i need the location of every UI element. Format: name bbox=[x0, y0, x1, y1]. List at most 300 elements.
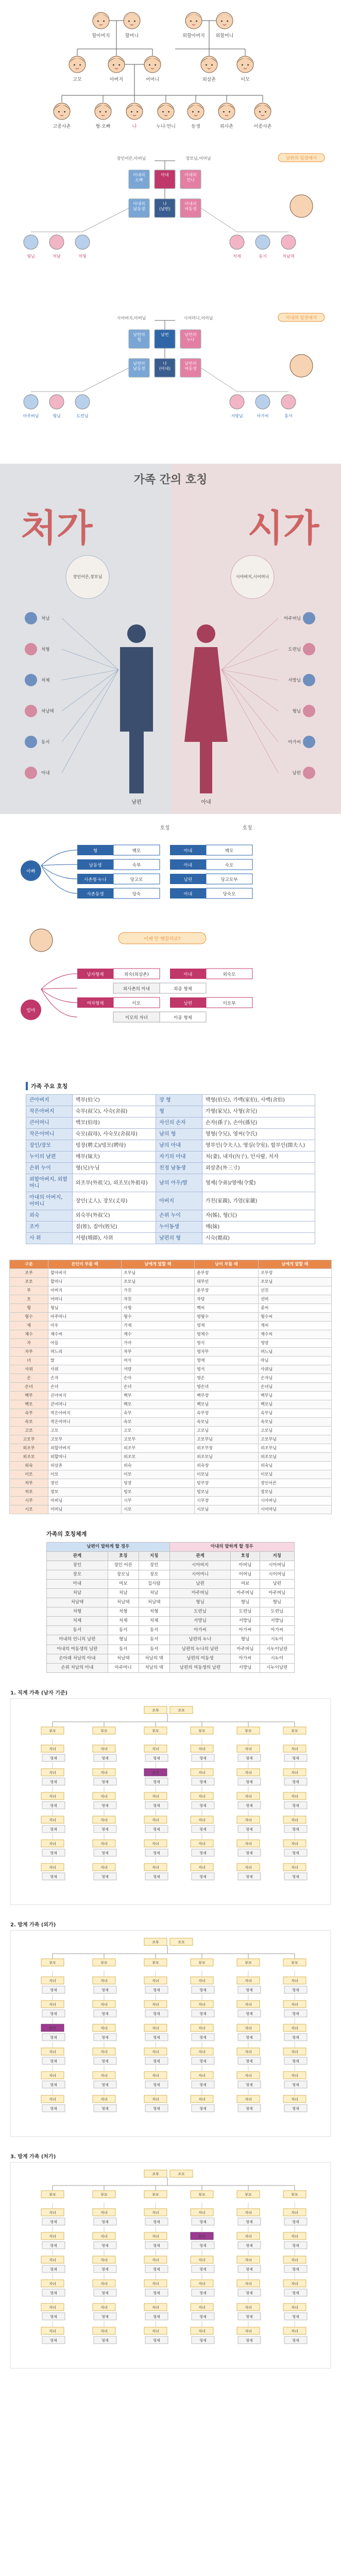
tree-box-text: 자녀 bbox=[198, 2281, 206, 2286]
honorifics-cell: 영손 bbox=[195, 1374, 259, 1383]
major-titles-cell: 처(妻), 내자(內子), 안사람, 처자 bbox=[202, 1151, 315, 1163]
tree-box-text: 자녀 bbox=[152, 2097, 159, 2102]
system-cell: 처제 bbox=[139, 1617, 169, 1626]
honorifics-cell: 외할머니 bbox=[48, 1453, 122, 1462]
major-titles-row bbox=[26, 1129, 315, 1140]
system-cell: 아내 bbox=[47, 1580, 108, 1589]
tree-box-text: 형제 bbox=[199, 2314, 207, 2319]
honorifics-cell: 춘부장 bbox=[195, 1286, 259, 1295]
parent-lineage-svg bbox=[0, 814, 341, 1072]
honorifics-cell: 숙부 bbox=[122, 1409, 195, 1418]
left-kin-icon bbox=[25, 674, 37, 686]
tree-box-text: 자녀 bbox=[152, 1747, 159, 1751]
major-titles-cell: 형(兄)누님 bbox=[72, 1163, 156, 1174]
major-titles-cell: 손자(孫子), 손아(孫兒) bbox=[202, 1117, 315, 1129]
tree-box-text: 형제 bbox=[101, 1874, 109, 1879]
tree-box-text: 자녀 bbox=[198, 1818, 206, 1822]
face-eye bbox=[168, 111, 169, 113]
tree-box-text: 형제 bbox=[50, 2011, 57, 2016]
honorifics-row bbox=[10, 1295, 332, 1304]
system-cell: 여보 bbox=[231, 1580, 260, 1589]
honorifics-row bbox=[10, 1479, 332, 1488]
tree-box-text: 형제 bbox=[50, 1851, 57, 1855]
honorifics-cell: 대부인 bbox=[195, 1278, 259, 1286]
face-skin bbox=[124, 12, 140, 29]
system-cell: 처남댁 bbox=[139, 1598, 169, 1607]
tree-box-text: 부모 bbox=[152, 1728, 159, 1733]
tree-box-text: 자녀 bbox=[198, 1770, 206, 1775]
kin-box-text: 남동생 bbox=[133, 207, 145, 211]
honorifics-row bbox=[10, 1304, 332, 1313]
tree-box-text: 부모 bbox=[152, 2192, 159, 2197]
system-cell: 어머님 bbox=[231, 1570, 260, 1580]
face-label: 외사촌 bbox=[219, 124, 234, 129]
system-row bbox=[47, 1607, 295, 1617]
tree-box-text: 형제 bbox=[101, 2011, 109, 2016]
system-subhead-cell: 지칭 bbox=[139, 1552, 169, 1561]
title-system-heading: 가족의 호칭체계 bbox=[46, 1531, 87, 1537]
face-skin bbox=[216, 12, 233, 29]
face-label: 아버지 bbox=[109, 77, 124, 82]
system-cell: 처제 bbox=[47, 1617, 108, 1626]
honorifics-cell: 중씨 bbox=[258, 1304, 331, 1313]
tree-box-text: 자녀 bbox=[49, 1794, 56, 1799]
honorifics-cell: 시부 bbox=[10, 1497, 48, 1505]
system-cell: 처제 bbox=[108, 1617, 139, 1626]
face-skin bbox=[126, 103, 143, 120]
system-cell: 시어머님 bbox=[260, 1570, 294, 1580]
tree-box-text: 형제 bbox=[246, 2082, 253, 2087]
mother-row-spouse-text: 아내 bbox=[183, 972, 193, 977]
honorifics-cell: 할머니 bbox=[48, 1278, 122, 1286]
tree-box-text: 부모 bbox=[198, 1728, 206, 1733]
tree-box-text: 형제 bbox=[153, 2219, 160, 2224]
face-eye bbox=[97, 21, 99, 22]
system-cell: 처형 bbox=[139, 1607, 169, 1617]
honorifics-cell: 조모 bbox=[10, 1278, 48, 1286]
right-kin-label: 서방님 bbox=[288, 678, 301, 683]
perspective-tag bbox=[278, 313, 325, 321]
face-label: 할머니 bbox=[125, 33, 139, 39]
system-cell: 처형 bbox=[47, 1607, 108, 1617]
kin-box-text: 언니 bbox=[186, 178, 195, 182]
tree-box-text: 형제 bbox=[153, 1780, 160, 1784]
face-label: 이종사촌 bbox=[253, 124, 272, 129]
tree-box-text: 자녀 bbox=[100, 2002, 108, 2007]
honorifics-row bbox=[10, 1321, 332, 1330]
tree-box-text: 자녀 bbox=[245, 1747, 252, 1751]
tree-box-text: 자녀 bbox=[291, 2258, 298, 2262]
tree-box-text: 자녀 bbox=[245, 1865, 252, 1870]
tree-box-text: 자녀 bbox=[49, 1747, 56, 1751]
honorifics-cell: 백부님 bbox=[258, 1392, 331, 1400]
kin-box-text: 누나 bbox=[186, 337, 195, 342]
perspective-tag bbox=[278, 154, 325, 162]
right-kin-label: 아주버님 bbox=[284, 616, 301, 621]
family-tree-faces bbox=[0, 0, 341, 144]
mother-row-note-text: 외사촌의 아내 bbox=[123, 987, 150, 992]
tree-box-text: 부모 bbox=[49, 1960, 56, 1965]
honorifics-cell: 형님 bbox=[48, 1304, 122, 1313]
system-cell: 아가씨 bbox=[231, 1654, 260, 1663]
right-kin-label: 아가씨 bbox=[288, 740, 301, 745]
honorifics-row bbox=[10, 1357, 332, 1365]
face-skin bbox=[54, 103, 70, 120]
system-cell: 장모님 bbox=[108, 1570, 139, 1580]
major-titles-cell: 외숙부(外叔父) bbox=[72, 1210, 156, 1222]
honorifics-row bbox=[10, 1462, 332, 1470]
kin-box-text: 아내의 bbox=[133, 201, 145, 206]
system-row bbox=[47, 1645, 295, 1654]
system-cell: 손위 처남의 아내 bbox=[47, 1663, 108, 1672]
tree-box-text: 자녀 bbox=[198, 2049, 206, 2054]
mother-icon bbox=[21, 999, 41, 1020]
face-eye bbox=[242, 64, 243, 66]
major-titles-cell: 백부(伯父) bbox=[72, 1095, 156, 1106]
kin-box-text: 나 bbox=[163, 201, 167, 206]
tree-box-text: 자녀 bbox=[245, 1978, 252, 1983]
honorifics-cell: 시아버님 bbox=[258, 1497, 331, 1505]
father-row-spouse-text: 아내 bbox=[183, 892, 193, 897]
major-titles-cell: 장 형 bbox=[156, 1095, 202, 1106]
tree-box-text: 자녀 bbox=[100, 2026, 108, 2030]
face-eye bbox=[149, 64, 150, 66]
tree-box-text: 형제 bbox=[153, 1851, 160, 1855]
system-cell: 동서 bbox=[108, 1645, 139, 1654]
father-row-rel-text: 사촌동생 bbox=[87, 892, 104, 897]
tree-box-text: 형제 bbox=[101, 1803, 109, 1808]
system-cell: 아주버님 bbox=[231, 1645, 260, 1654]
system-row bbox=[47, 1598, 295, 1607]
mother-row-spouse-text: 남편 bbox=[183, 1001, 193, 1006]
honorifics-cell: 아우 bbox=[48, 1321, 122, 1330]
system-cell: 여보 bbox=[108, 1580, 139, 1589]
major-titles-cell: 큰아버지 bbox=[26, 1095, 73, 1106]
honorifics-row bbox=[10, 1348, 332, 1357]
tree-box-text: 형제 bbox=[50, 1874, 57, 1879]
major-titles-cell: 영제(令弟)/영애(令愛) bbox=[202, 1174, 315, 1192]
tree-box-text: 형제 bbox=[246, 2035, 253, 2040]
tree-box-text: 형제 bbox=[246, 2059, 253, 2063]
honorifics-cell: 고모님 bbox=[195, 1427, 259, 1435]
system-cell: 장모 bbox=[139, 1570, 169, 1580]
honorifics-cell: 외조모님 bbox=[258, 1453, 331, 1462]
parent-face-icon bbox=[108, 56, 125, 73]
father-row-spouse-title-text: 당숙모 bbox=[223, 892, 236, 897]
honorifics-cell: 빙장 bbox=[122, 1479, 195, 1488]
kin-caption: 시어머니,어머님 bbox=[183, 316, 213, 320]
right-kin-icon bbox=[303, 705, 315, 717]
system-cell: 처남댁 bbox=[47, 1598, 108, 1607]
kin-caption: 장모님,어머님 bbox=[185, 156, 211, 161]
tree-box-text: 형제 bbox=[246, 1756, 253, 1760]
honorifics-cell: 형수 bbox=[122, 1313, 195, 1321]
system-subhead-cell: 호칭 bbox=[108, 1552, 139, 1561]
tree-box-text: 자녀 bbox=[198, 1978, 206, 1983]
honorifics-cell: 숙부 bbox=[10, 1409, 48, 1418]
system-cell: 시누이남편 bbox=[260, 1645, 294, 1654]
kin-box-text: 남편의 bbox=[184, 361, 197, 366]
major-titles-row bbox=[26, 1210, 315, 1222]
kin-caption: 동서 bbox=[284, 414, 293, 418]
child-face-icon bbox=[254, 103, 271, 120]
tree-box-text: 형제 bbox=[153, 2011, 160, 2016]
major-titles-cell: 질(姪), 질아(姪兒) bbox=[72, 1222, 156, 1233]
tree-box-text: 형제 bbox=[153, 2267, 160, 2272]
face-eye bbox=[198, 111, 199, 113]
system-cell: 형님 bbox=[231, 1598, 260, 1607]
tree-box-text: 부모 bbox=[245, 2192, 252, 2197]
face-eye bbox=[113, 64, 114, 66]
major-titles-cell: 누이의 남편 bbox=[26, 1151, 73, 1163]
honorifics-cell: 처부 bbox=[10, 1479, 48, 1488]
tree-box-text: 형제 bbox=[50, 2291, 57, 2295]
tree-box-text: 형제 bbox=[50, 2219, 57, 2224]
tree-box-text: 형제 bbox=[292, 1851, 299, 1855]
tree-box-text: 형제 bbox=[50, 1988, 57, 1992]
left-kin-label: 처제 bbox=[41, 678, 50, 683]
tree-box-text: 자녀 bbox=[100, 2258, 108, 2262]
tree-box-text: 형제 bbox=[50, 2314, 57, 2319]
kin-caption: 형님 bbox=[53, 414, 61, 418]
honorifics-cell: 백모 bbox=[122, 1400, 195, 1409]
parent-face-icon bbox=[201, 56, 217, 73]
tree-box-text: 형제 bbox=[199, 2011, 207, 2016]
honorifics-cell: 형 bbox=[10, 1304, 48, 1313]
tree-box-text: 형제 bbox=[246, 2011, 253, 2016]
tree-box-text: 형제 bbox=[292, 2219, 299, 2224]
tree-box-text: 형제 bbox=[199, 1803, 207, 1808]
tree-box-text: 자녀 bbox=[152, 2073, 159, 2078]
tree-box-text: 자녀 bbox=[152, 2234, 159, 2239]
father-row-title-text: 숙부 bbox=[132, 863, 141, 868]
tree-box-text: 자녀 bbox=[152, 2281, 159, 2286]
major-titles-cell: 남의 아우/딸 bbox=[156, 1174, 202, 1192]
tree-box-text: 형제 bbox=[199, 2082, 207, 2087]
face-label: 형·오빠 bbox=[95, 124, 111, 129]
tree-box-text: 자녀 bbox=[100, 1865, 108, 1870]
major-titles-cell: 외조부(外祖父), 외조모(外祖母) bbox=[72, 1174, 156, 1192]
honorifics-cell: 고모 bbox=[122, 1427, 195, 1435]
system-cell: 남편 bbox=[260, 1580, 294, 1589]
system-cell: 도련님 bbox=[260, 1607, 294, 1617]
honorifics-cell: 큰어머니 bbox=[48, 1400, 122, 1409]
honorifics-table-section bbox=[0, 1255, 341, 1519]
face-eye bbox=[79, 64, 81, 66]
mother-row-rel-text: 여자형제 bbox=[87, 1001, 104, 1006]
tree-box-text: 자녀 bbox=[49, 1841, 56, 1846]
honorifics-cell: 외조부 bbox=[122, 1444, 195, 1453]
system-cell: 장인 어른 bbox=[108, 1561, 139, 1570]
tree-box-text: 자녀 bbox=[198, 2329, 206, 2333]
left-kin-label: 처남 bbox=[41, 616, 50, 621]
tree-box-text: 자녀 bbox=[291, 1794, 298, 1799]
child-face-icon bbox=[187, 103, 204, 120]
system-cell: 시누이 bbox=[260, 1654, 294, 1663]
tree-box-text: 자녀 bbox=[100, 1747, 108, 1751]
system-cell: 집사람 bbox=[139, 1580, 169, 1589]
honorifics-cell: 영제 bbox=[195, 1321, 259, 1330]
perspective-tag-text: 아내의 입장에서 bbox=[285, 315, 317, 321]
father-row-rel-text: 남동생 bbox=[89, 863, 102, 868]
system-cell: 시아버님 bbox=[260, 1561, 294, 1570]
tree-box-text: 자녀 bbox=[100, 2210, 108, 2215]
honorifics-cell: 숙모님 bbox=[258, 1418, 331, 1427]
grandparent-face-icon bbox=[124, 12, 140, 29]
child-face-icon bbox=[126, 103, 143, 120]
tree-box-text: 자녀 bbox=[152, 2026, 159, 2030]
father-row-rel-text: 형 bbox=[93, 849, 98, 854]
honorifics-cell: 손자 bbox=[48, 1374, 122, 1383]
face-eye bbox=[227, 21, 228, 22]
major-titles-cell: 숙모(叔母), 사숙모(舍叔母) bbox=[72, 1129, 156, 1140]
major-titles-cell: 손위 누이 bbox=[156, 1210, 202, 1222]
tree-box-text: 자녀 bbox=[49, 1978, 56, 1983]
honorifics-table bbox=[9, 1260, 332, 1514]
tree-box-text: 자녀 bbox=[198, 1747, 206, 1751]
honorifics-cell: 외조부 bbox=[10, 1444, 48, 1453]
tree-box-text: 자녀 bbox=[291, 2234, 298, 2239]
child-face-icon bbox=[218, 103, 235, 120]
tree-box-text: 형제 bbox=[292, 2314, 299, 2319]
tree-box-text: 자녀 bbox=[198, 2210, 206, 2215]
tree-box-text: 자녀 bbox=[198, 2305, 206, 2310]
tree-box-text: 형제 bbox=[101, 2314, 109, 2319]
tree-box-text: 형제 bbox=[153, 2082, 160, 2087]
system-cell: 장인 bbox=[139, 1561, 169, 1570]
system-cell: 아내의 언니의 남편 bbox=[47, 1635, 108, 1645]
honorifics-cell: 장모님 bbox=[258, 1488, 331, 1497]
system-cell: 동서 bbox=[139, 1626, 169, 1635]
face-label: 할아버지 bbox=[92, 33, 110, 39]
tree-box-text: 자녀 bbox=[245, 2281, 252, 2286]
tree-box-text: 자녀 bbox=[49, 1865, 56, 1870]
system-cell: 시어머니 bbox=[169, 1570, 231, 1580]
face-label: 고모 bbox=[73, 77, 82, 82]
system-row bbox=[47, 1626, 295, 1635]
mother-row-note-text: 이모의 자녀 bbox=[125, 1015, 148, 1021]
system-row bbox=[47, 1580, 295, 1589]
family-tree-faces-svg bbox=[0, 0, 341, 144]
tree-box-text: 형제 bbox=[101, 2267, 109, 2272]
tree-box-text: 형제 bbox=[292, 1803, 299, 1808]
tree-box-text: 부모 bbox=[152, 1960, 159, 1965]
tree-box-text: 형제 bbox=[50, 1780, 57, 1784]
major-titles-cell: 숙부(叔父), 사숙(舍叔) bbox=[72, 1106, 156, 1117]
major-titles-cell: 아내의 아버지, 어머니 bbox=[26, 1192, 73, 1210]
system-row bbox=[47, 1654, 295, 1663]
kin-box-text: (아내) bbox=[159, 366, 170, 371]
tree-box-text: 형제 bbox=[199, 2338, 207, 2343]
tree-box-text: 부모 bbox=[198, 1960, 206, 1965]
honorifics-header-row bbox=[10, 1260, 332, 1269]
honorifics-cell: 며느님 bbox=[258, 1348, 331, 1357]
honorifics-cell: 이모님 bbox=[195, 1470, 259, 1479]
kin-box-text: 남편의 bbox=[184, 332, 197, 337]
center-label: 아내 bbox=[201, 800, 211, 805]
honorifics-cell: 손녀 bbox=[122, 1383, 195, 1392]
system-cell: 남편의 여동생의 남편 bbox=[169, 1663, 231, 1672]
honorifics-header-cell: 구분 bbox=[10, 1260, 48, 1269]
kin-caption: 처형 bbox=[78, 254, 87, 259]
system-cell: 남편의 누나의 남편 bbox=[169, 1645, 231, 1654]
tree-box-text: 조부 bbox=[152, 2172, 159, 2176]
honorifics-cell: 할아버지 bbox=[48, 1269, 122, 1278]
major-titles-cell: 매부(妹夫) bbox=[72, 1151, 156, 1163]
tree-box-text: 형제 bbox=[246, 1851, 253, 1855]
tree-box-text: 자녀 bbox=[291, 2210, 298, 2215]
tree-box-text: 형제 bbox=[292, 2035, 299, 2040]
honorifics-cell: 외할아버지 bbox=[48, 1444, 122, 1453]
honorifics-cell: 사위님 bbox=[258, 1365, 331, 1374]
system-head-cell: 아내의 말하게 할 경우 bbox=[169, 1543, 294, 1552]
honorifics-cell: 손녀님 bbox=[258, 1383, 331, 1392]
father-row-spouse-title-text: 백모 bbox=[225, 849, 234, 854]
kin-caption: 시아버지,아버님 bbox=[116, 316, 146, 320]
system-cell: 동서 bbox=[47, 1626, 108, 1635]
link-line bbox=[41, 866, 77, 879]
tree-box-text: 자녀 bbox=[245, 2002, 252, 2007]
tree-box-text: 부모 bbox=[291, 1960, 298, 1965]
mother-row-spouse-title-text: 이모부 bbox=[223, 1001, 236, 1006]
tree-box-text: 자녀 bbox=[100, 2234, 108, 2239]
tree-box-text: 자녀 bbox=[49, 2049, 56, 2054]
person-face-icon bbox=[290, 195, 313, 217]
major-titles-cell: 아버지 bbox=[156, 1192, 202, 1210]
tree-box-text: 형제 bbox=[292, 1988, 299, 1992]
head bbox=[197, 624, 215, 643]
major-titles-cell: 작은어머니 bbox=[26, 1129, 73, 1140]
honorifics-cell: 아버지 bbox=[48, 1286, 122, 1295]
tree-box-text: 형제 bbox=[246, 2267, 253, 2272]
system-subhead-cell: 관계 bbox=[47, 1552, 108, 1561]
system-subhead-cell: 지칭 bbox=[260, 1552, 294, 1561]
tree-box-text: 자녀 bbox=[152, 1841, 159, 1846]
mother-row-title-text: 외숙(외삼촌) bbox=[124, 972, 149, 977]
honorifics-cell: 외조모 bbox=[122, 1453, 195, 1462]
tree-box-text: 형제 bbox=[50, 2106, 57, 2111]
right-kin-icon bbox=[303, 643, 315, 655]
honorifics-cell: 작은어머니 bbox=[48, 1418, 122, 1427]
tree-box-text: 자녀 bbox=[152, 2002, 159, 2007]
face-skin bbox=[187, 103, 204, 120]
honorifics-cell: 빙모님 bbox=[195, 1488, 259, 1497]
system-cell: 장모 bbox=[47, 1570, 108, 1580]
honorifics-cell: 어머님 bbox=[48, 1505, 122, 1514]
face-eye bbox=[155, 64, 156, 66]
major-titles-cell: 작은아버지 bbox=[26, 1106, 73, 1117]
major-titles-cell: 매(妹) bbox=[202, 1222, 315, 1233]
tree-box-text: 조모 bbox=[178, 2172, 185, 2176]
tree-box-text: 자녀 bbox=[245, 2234, 252, 2239]
major-titles-cell: 손위 누이 bbox=[26, 1163, 73, 1174]
major-titles-row bbox=[26, 1192, 315, 1210]
honorifics-cell: 영식 bbox=[195, 1339, 259, 1348]
face-eye bbox=[265, 111, 266, 113]
tree-box-text: 자녀 bbox=[245, 2258, 252, 2262]
face-label: 외할머니 bbox=[215, 33, 234, 39]
tree-box-text: 형제 bbox=[292, 2059, 299, 2063]
tree-box-text: 형제 bbox=[50, 1803, 57, 1808]
honorifics-row bbox=[10, 1427, 332, 1435]
major-titles-row bbox=[26, 1174, 315, 1192]
tree-box-text: 형제 bbox=[153, 1803, 160, 1808]
link-line bbox=[41, 850, 77, 866]
tree-box-text: 형제 bbox=[153, 2314, 160, 2319]
right-kin-label: 형님 bbox=[292, 709, 301, 714]
honorifics-cell: 빙모 bbox=[122, 1488, 195, 1497]
system-cell: 동서 bbox=[139, 1635, 169, 1645]
